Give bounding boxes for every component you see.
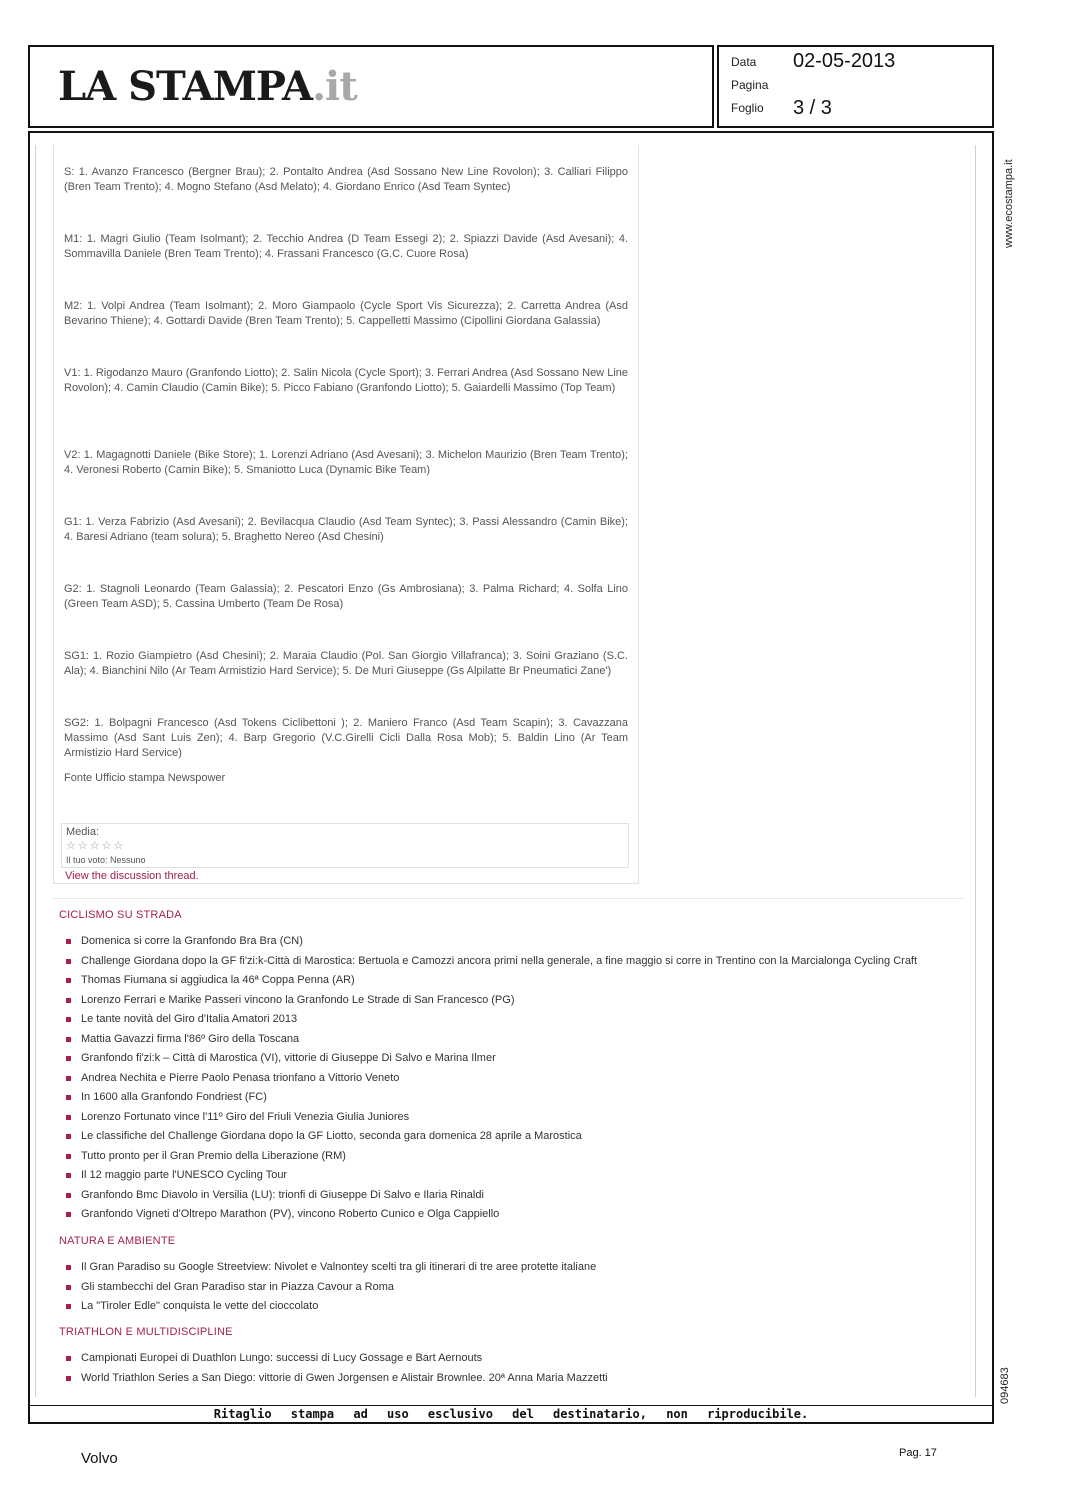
masthead-logo	[58, 65, 357, 109]
result-paragraph: SG2: 1. Bolpagni Francesco (Asd Tokens Ciclibettoni ); 2. Maniero Franco (Asd Team Scapin); 3. Cavazzana Massimo (Asd Sant Luis Zen); 4. Barp Gregorio (V.C.Girelli Cicli Dalla Rosa Mob); 5. Baldin Lino (Ar Team Armistizio Hard Service)	[64, 717, 628, 759]
bullet-icon	[66, 998, 71, 1003]
page-label: Pagina	[731, 78, 769, 92]
news-item[interactable]	[66, 1010, 966, 1030]
news-item[interactable]	[66, 1186, 966, 1206]
news-item[interactable]	[66, 971, 966, 991]
news-item[interactable]	[66, 1049, 966, 1069]
news-item[interactable]	[66, 1069, 966, 1089]
news-item[interactable]	[66, 1088, 966, 1108]
bullet-icon	[66, 1356, 71, 1361]
result-paragraph: G2: 1. Stagnoli Leonardo (Team Galassia); 2. Pescatori Enzo (Gs Ambrosiana); 3. Palma Richard; 4. Solfa Lino (Green Team ASD); 5. Cassina Umberto (Team De Rosa)	[64, 583, 628, 610]
disclaimer-text: Ritaglio stampa ad uso esclusivo del destinatario, non riproducibile.	[213, 1407, 809, 1421]
news-item[interactable]	[66, 1297, 966, 1317]
result-paragraph: M1: 1. Magri Giulio (Team Isolmant); 2. Tecchio Andrea (D Team Essegi 2); 2. Spiazzi Davide (Asd Avesani); 4. Sommavilla Daniele (Bren Team Trento); 4. Frassani Francesco (G.C. Cuore Rosa)	[64, 233, 628, 260]
disclaimer-rule	[30, 1405, 992, 1406]
news-item[interactable]	[66, 1369, 966, 1389]
bullet-icon	[66, 959, 71, 964]
news-link[interactable]: World Triathlon Series a San Diego: vittorie di Gwen Jorgensen e Alistair Brownlee. 20ª Anna Maria Mazzetti	[81, 1371, 608, 1384]
news-item[interactable]	[66, 1205, 966, 1225]
bullet-icon	[66, 1265, 71, 1270]
section-title-ciclismo[interactable]: CICLISMO SU STRADA	[59, 909, 182, 921]
rating-label: Media:	[66, 826, 100, 838]
web-page-right-border	[975, 145, 976, 1397]
bullet-icon	[66, 939, 71, 944]
news-link[interactable]: Granfondo fi'zi:k – Città di Marostica (VI), vittorie di Giuseppe Di Salvo e Marina Ilmer	[81, 1052, 496, 1064]
result-paragraph: V1: 1. Rigodanzo Mauro (Granfondo Liotto); 2. Salin Nicola (Cycle Sport); 3. Ferrari Andrea (Asd Sossano New Line Rovolon); 4. Camin Claudio (Camin Bike); 5. Picco Fabiano (Granfondo Liotto); 5. Gaiardelli Massimo (Top Team)	[64, 367, 628, 394]
side-website-text: www.ecostampa.it	[1003, 159, 1015, 248]
news-link[interactable]: Mattia Gavazzi firma l'86º Giro della Toscana	[81, 1032, 300, 1045]
news-link[interactable]: Lorenzo Fortunato vince l'11º Giro del Friuli Venezia Giulia Juniores	[81, 1110, 410, 1123]
news-item[interactable]	[66, 1258, 966, 1278]
section-title-triathlon[interactable]: TRIATHLON E MULTIDISCIPLINE	[59, 1326, 233, 1338]
bullet-icon	[66, 1056, 71, 1061]
news-link[interactable]: Tutto pronto per il Gran Premio della Liberazione (RM)	[81, 1149, 346, 1162]
sheet-label: Foglio	[731, 101, 764, 115]
rating-stars[interactable]: ☆☆☆☆☆	[66, 839, 126, 852]
result-paragraph: G1: 1. Verza Fabrizio (Asd Avesani); 2. Bevilacqua Claudio (Asd Team Syntec); 3. Passi Alessandro (Camin Bike); 4. Baresi Adriano (team solura); 5. Braghetto Nereo (Asd Chesini)	[64, 516, 628, 543]
discussion-thread-link[interactable]: View the discussion thread.	[65, 870, 199, 882]
news-link[interactable]: Andrea Nechita e Pierre Paolo Penasa trionfano a Vittorio Veneto	[81, 1071, 400, 1084]
news-link[interactable]: Il Gran Paradiso su Google Streetview: Nivolet e Valnontey scelti tra gli itinerari di tre aree protette italiane	[81, 1261, 597, 1273]
news-link[interactable]: Challenge Giordana dopo la GF fi'zi:k-Città di Marostica: Bertuola e Camozzi ancora primi nella generale, a fine maggio si corre in Trentino con la Marcialonga Cycling Craft	[81, 954, 918, 967]
news-link[interactable]: Granfondo Vigneti d'Oltrepo Marathon (PV), vincono Roberto Cunico e Olga Cappiello	[81, 1208, 500, 1220]
news-item[interactable]	[66, 1127, 966, 1147]
date-label: Data	[731, 55, 757, 69]
result-paragraph: S: 1. Avanzo Francesco (Bergner Brau); 2. Pontalto Andrea (Asd Sossano New Line Rovolon); 3. Calliari Filippo (Bren Team Trento); 4. Mogno Stefano (Asd Melato); 4. Giordano Enrico (Asd Team Syntec)	[64, 166, 628, 193]
bullet-icon	[66, 1037, 71, 1042]
bullet-icon	[66, 1173, 71, 1178]
masthead-box	[28, 45, 714, 128]
bullet-icon	[66, 1193, 71, 1198]
news-link[interactable]: La "Tiroler Edle" conquista le vette del cioccolato	[81, 1300, 319, 1312]
web-page-left-border	[35, 145, 36, 1397]
news-item[interactable]	[66, 1030, 966, 1050]
news-item[interactable]	[66, 991, 966, 1011]
sheet-value: 3 / 3	[793, 97, 832, 119]
news-link[interactable]: Granfondo Bmc Diavolo in Versilia (LU): trionfi di Giuseppe Di Salvo e Ilaria Rinaldi	[81, 1188, 484, 1201]
news-link[interactable]: Gli stambecchi del Gran Paradiso star in Piazza Cavour a Roma	[81, 1280, 395, 1293]
news-link[interactable]: Campionati Europei di Duathlon Lungo: successi di Lucy Gossage e Bart Aernouts	[81, 1352, 483, 1364]
news-link[interactable]: In 1600 alla Granfondo Fondriest (FC)	[81, 1091, 267, 1103]
bullet-icon	[66, 1212, 71, 1217]
news-link[interactable]: Thomas Fiumana si aggiudica la 46ª Coppa Penna (AR)	[81, 974, 355, 986]
news-list-triathlon	[66, 1349, 966, 1388]
bullet-icon	[66, 1076, 71, 1081]
date-value: 02-05-2013	[793, 50, 896, 72]
news-link[interactable]: Il 12 maggio parte l'UNESCO Cycling Tour	[81, 1169, 288, 1181]
bullet-icon	[66, 978, 71, 983]
logo-suffix: .it	[312, 63, 357, 110]
news-list-natura	[66, 1258, 966, 1317]
news-item[interactable]	[66, 932, 966, 952]
bullet-icon	[66, 1115, 71, 1120]
result-paragraph: M2: 1. Volpi Andrea (Team Isolmant); 2. Moro Giampaolo (Cycle Sport Vis Sicurezza); 2. Carretta Andrea (Asd Bevarino Thiene); 4. Gottardi Davide (Bren Team Trento); 5. Cappelletti Massimo (Cipollini Giordana Galassia)	[64, 300, 628, 327]
news-link[interactable]: Lorenzo Ferrari e Marike Passeri vincono la Granfondo Le Strade di San Francesco (PG)	[81, 993, 515, 1006]
result-paragraph: V2: 1. Magagnotti Daniele (Bike Store); 1. Lorenzi Adriano (Asd Avesani); 3. Michelon Maurizio (Bren Team Trento); 4. Veronesi Roberto (Camin Bike); 5. Smaniotto Luca (Dynamic Bike Team)	[64, 449, 628, 476]
news-item[interactable]	[66, 1349, 966, 1369]
bullet-icon	[66, 1154, 71, 1159]
logo-main: LA STAMPA	[58, 63, 313, 110]
article-source: Fonte Ufficio stampa Newspower	[64, 772, 226, 784]
bullet-icon	[66, 1304, 71, 1309]
news-item[interactable]	[66, 1108, 966, 1128]
metadata-box	[717, 45, 994, 128]
bullet-icon	[66, 1376, 71, 1381]
news-item[interactable]	[66, 1278, 966, 1298]
bullet-icon	[66, 1285, 71, 1290]
news-link[interactable]: Le classifiche del Challenge Giordana dopo la GF Liotto, seconda gara domenica 28 aprile a Marostica	[81, 1130, 582, 1142]
news-item[interactable]	[66, 1147, 966, 1167]
footer-client: Volvo	[81, 1450, 118, 1467]
news-item[interactable]	[66, 1166, 966, 1186]
side-code: 094683	[999, 1367, 1011, 1404]
footer-page-number: Pag. 17	[899, 1447, 937, 1459]
result-paragraph: SG1: 1. Rozio Giampietro (Asd Chesini); 2. Maraia Claudio (Pol. San Giorgio Villafranca); 3. Soini Graziano (S.C. Ala); 4. Bianchini Nilo (Ar Team Armistizio Hard Service); 5. De Muri Giuseppe (Gs Alpilatte Br Pneumatici Zane')	[64, 650, 628, 677]
bullet-icon	[66, 1134, 71, 1139]
rating-widget	[61, 823, 629, 868]
bullet-icon	[66, 1095, 71, 1100]
news-item[interactable]	[66, 952, 966, 972]
news-link[interactable]: Domenica si corre la Granfondo Bra Bra (CN)	[81, 935, 303, 947]
news-list-ciclismo	[66, 932, 966, 1225]
bullet-icon	[66, 1017, 71, 1022]
section-divider	[53, 898, 965, 899]
your-vote-text: Il tuo voto: Nessuno	[66, 855, 146, 865]
news-link[interactable]: Le tante novità del Giro d'Italia Amatori 2013	[81, 1013, 298, 1025]
section-title-natura[interactable]: NATURA E AMBIENTE	[59, 1235, 176, 1247]
